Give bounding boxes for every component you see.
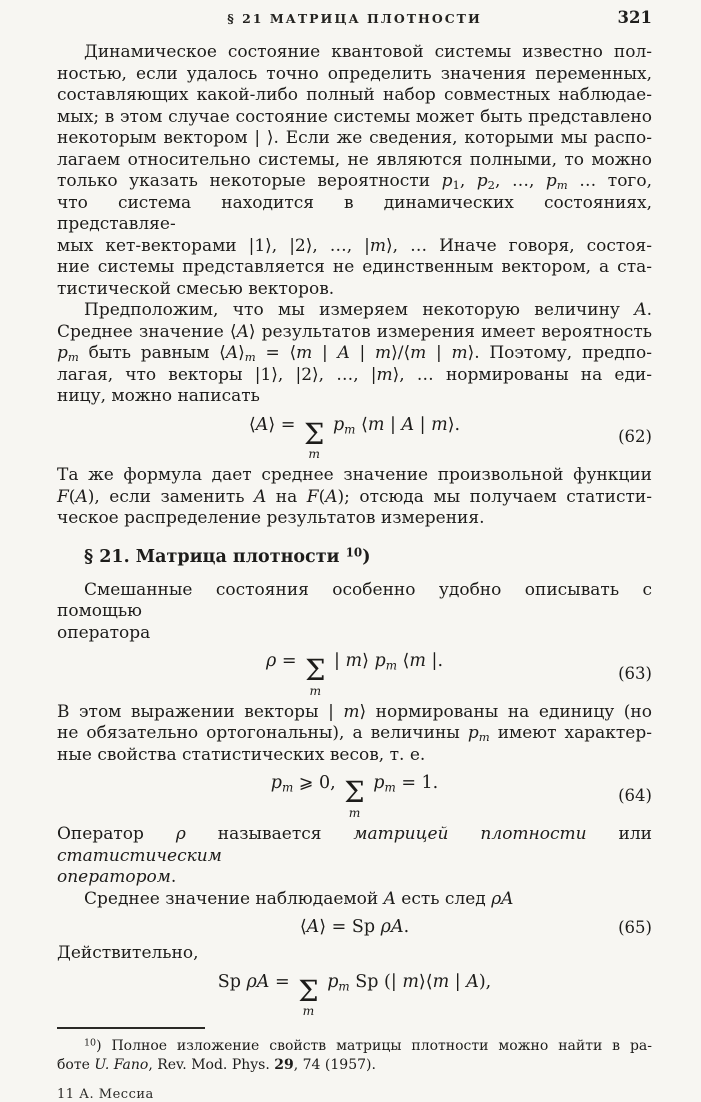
text-line: боте U. Fano, Rev. Mod. Phys. 29, 74 (1957).: [57, 1057, 376, 1074]
text-line: не обязательно ортогональны), а величины $p_m$ имеют характер-: [57, 723, 652, 745]
equation-trace: [57, 972, 652, 1018]
text-line: $^{10}$) Полное изложение свойств матрицы плотности можно найти в ра-: [84, 1037, 652, 1055]
equation-63: [57, 651, 652, 697]
text-line: В этом выражении векторы | m⟩ нормированы на единицу (но: [57, 701, 652, 722]
text-line: Смешанные состояния особенно удобно описывать с помощью: [57, 579, 652, 622]
formula-62: ⟨A⟩ = Σ m $p_m$ ⟨m | A | m⟩.: [248, 414, 461, 461]
text-line: Предположим, что мы измеряем некоторую величину A.: [84, 300, 652, 320]
footnote-rule: [57, 1027, 205, 1029]
text-line: F(A), если заменить A на F(A); отсюда мы получаем статисти-: [57, 486, 652, 507]
text-line: ние системы представляется не единственным вектором, а ста-: [57, 257, 652, 277]
paragraph-5: [57, 702, 652, 767]
equation-number-65: (65): [618, 917, 652, 937]
text-line: составляющих какой-либо полный набор совместных наблюдае-: [57, 85, 652, 105]
text-line: оператора: [57, 622, 151, 643]
text-line: ные свойства статистических весов, т. е.: [57, 744, 426, 765]
running-head-title: § 21 МАТРИЦА ПЛОТНОСТИ: [227, 11, 482, 26]
text-line: тистической смесью векторов.: [57, 278, 335, 299]
text-line: некоторым вектором | ⟩. Если же сведения, которыми мы распо-: [57, 128, 652, 148]
text-line: ностью, если удалось точно определить значения переменных,: [57, 63, 652, 84]
summation-symbol: Σ m: [298, 973, 319, 1018]
formula-64: $p_m$ ⩾ 0, Σ m $p_m = 1$.: [270, 773, 439, 820]
text-line: мых; в этом случае состояние системы может быть представлено: [57, 106, 652, 127]
paragraph-4: [57, 580, 652, 645]
text-line: $p_m$ быть равным $⟨A⟩_m$ = ⟨m | A | m⟩/⟨m | m⟩. Поэтому, предпо-: [57, 343, 652, 365]
signature-mark: 11 А. Мессиа: [57, 1087, 154, 1102]
summation-symbol: Σ m: [305, 653, 326, 698]
text-line: Действительно,: [57, 943, 199, 964]
paragraph-7: [57, 889, 652, 911]
equation-number-62: (62): [618, 427, 652, 447]
text-line: лагая, что векторы |1⟩, |2⟩, …, |m⟩, … нормированы на еди-: [57, 364, 652, 385]
running-head: [57, 8, 652, 28]
equation-65: [57, 917, 652, 938]
text-line: ческое распределение результатов измерения.: [57, 508, 485, 529]
text-line: Среднее значение ⟨A⟩ результатов измерения имеет вероятность: [57, 321, 652, 342]
equation-number-63: (63): [618, 664, 652, 684]
paragraph-1: [57, 42, 652, 300]
text-line: ницу, можно написать: [57, 386, 260, 406]
text-line: Среднее значение наблюдаемой A есть след ρA: [84, 888, 514, 909]
equation-64: [57, 773, 652, 819]
page-number: 321: [617, 8, 652, 27]
text-line: только указать некоторые вероятности $p_1$, $p_2$, …, $p_m$ … того,: [57, 171, 652, 193]
text-line: лагаем относительно системы, не являются полными, то можно: [57, 149, 652, 170]
section-heading: § 21. Матрица плотности $^{10}$): [84, 545, 371, 567]
text-line: Динамическое состояние квантовой системы известно пол-: [84, 42, 652, 62]
text-line: оператором.: [57, 867, 177, 888]
text-line: Оператор ρ называется матрицей плотности или статистическим: [57, 824, 652, 866]
text-line: что система находится в динамических состояниях, представляе-: [57, 192, 652, 234]
paragraph-2: [57, 300, 652, 408]
summation-symbol: Σ m: [344, 775, 365, 820]
paragraph-8: [57, 943, 652, 965]
equation-number-64: (64): [618, 786, 652, 806]
formula-63: ρ = Σ m | m⟩ $p_m$ ⟨m |.: [265, 651, 444, 698]
equation-62: [57, 415, 652, 461]
summation-symbol: Σ m: [303, 416, 325, 461]
formula-65: ⟨A⟩ = Sp ρA.: [299, 917, 410, 938]
formula-trace: Sp ρA = Σ m $p_m$ Sp (| m⟩⟨m | A),: [217, 971, 492, 1018]
paragraph-3: [57, 465, 652, 530]
text-line: Та же формула дает среднее значение произвольной функции: [57, 465, 652, 486]
text-line: мых кет-векторами |1⟩, |2⟩, …, |m⟩, … Иначе говоря, состоя-: [57, 235, 653, 256]
paragraph-6: [57, 824, 652, 889]
footnote: [57, 1037, 652, 1075]
